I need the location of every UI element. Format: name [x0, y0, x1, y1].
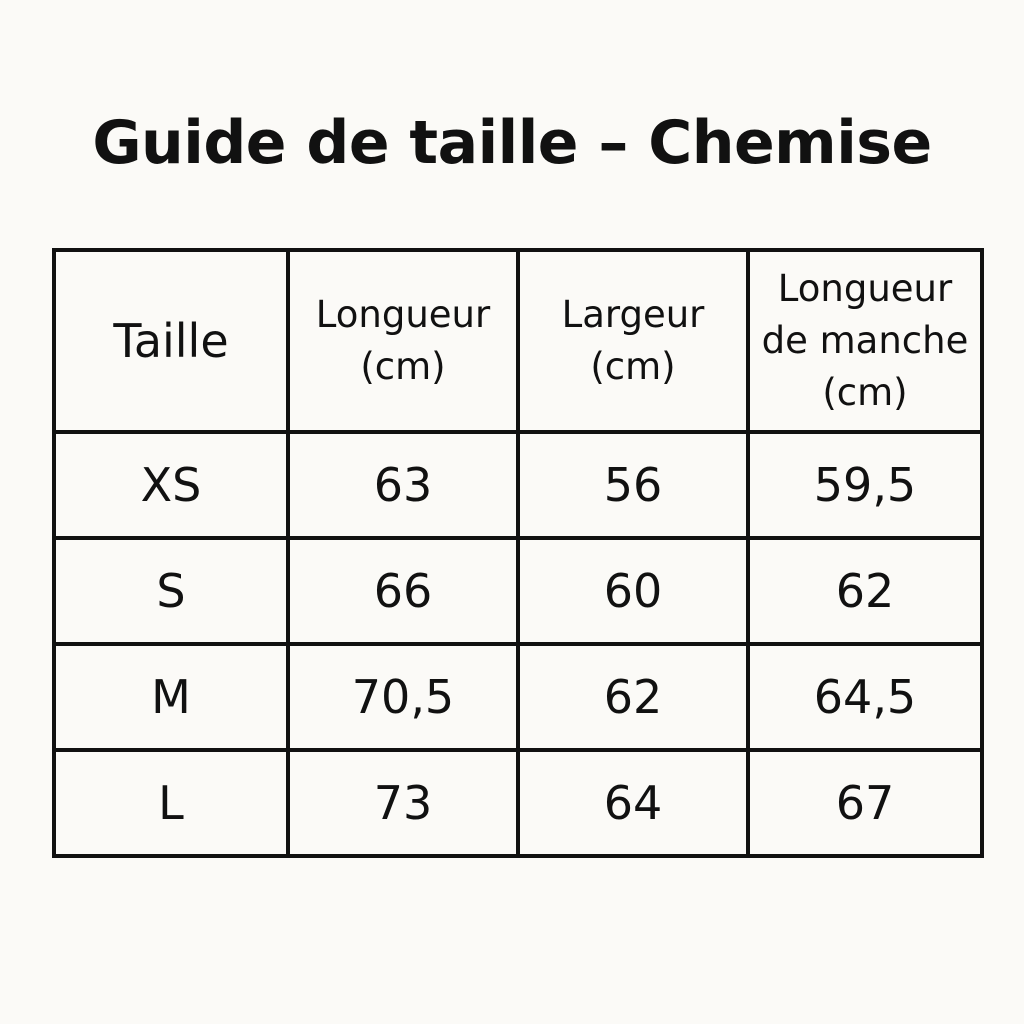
size-cell: L: [54, 750, 288, 856]
page-title: Guide de taille – Chemise: [92, 108, 932, 178]
sleeve-length-cell: 67: [748, 750, 982, 856]
header-sleeve-length: [748, 250, 982, 432]
size-cell: XS: [54, 432, 288, 538]
sleeve-length-cell: 59,5: [748, 432, 982, 538]
sleeve-length-cell: 64,5: [748, 644, 982, 750]
width-cell: 62: [518, 644, 748, 750]
table-row: [54, 432, 982, 538]
size-cell: S: [54, 538, 288, 644]
size-chart-table: [52, 248, 984, 858]
width-cell: 56: [518, 432, 748, 538]
header-length-line-2: (cm): [360, 345, 446, 388]
table-row: [54, 750, 982, 856]
header-sleeve-line-3: (cm): [822, 371, 908, 414]
sleeve-length-cell: 62: [748, 538, 982, 644]
header-width: [518, 250, 748, 432]
table-row: [54, 538, 982, 644]
width-cell: 64: [518, 750, 748, 856]
header-length-line-1: Longueur: [315, 293, 491, 336]
header-size: [54, 250, 288, 432]
header-size-label: Taille: [113, 314, 229, 368]
header-length: [288, 250, 518, 432]
header-width-line-1: Largeur: [561, 293, 705, 336]
header-sleeve-line-1: Longueur: [777, 267, 953, 310]
table-header-row: [54, 250, 982, 432]
header-width-line-2: (cm): [590, 345, 676, 388]
length-cell: 73: [288, 750, 518, 856]
size-cell: M: [54, 644, 288, 750]
length-cell: 63: [288, 432, 518, 538]
table-row: [54, 644, 982, 750]
length-cell: 66: [288, 538, 518, 644]
length-cell: 70,5: [288, 644, 518, 750]
header-sleeve-line-2: de manche: [761, 319, 969, 362]
width-cell: 60: [518, 538, 748, 644]
